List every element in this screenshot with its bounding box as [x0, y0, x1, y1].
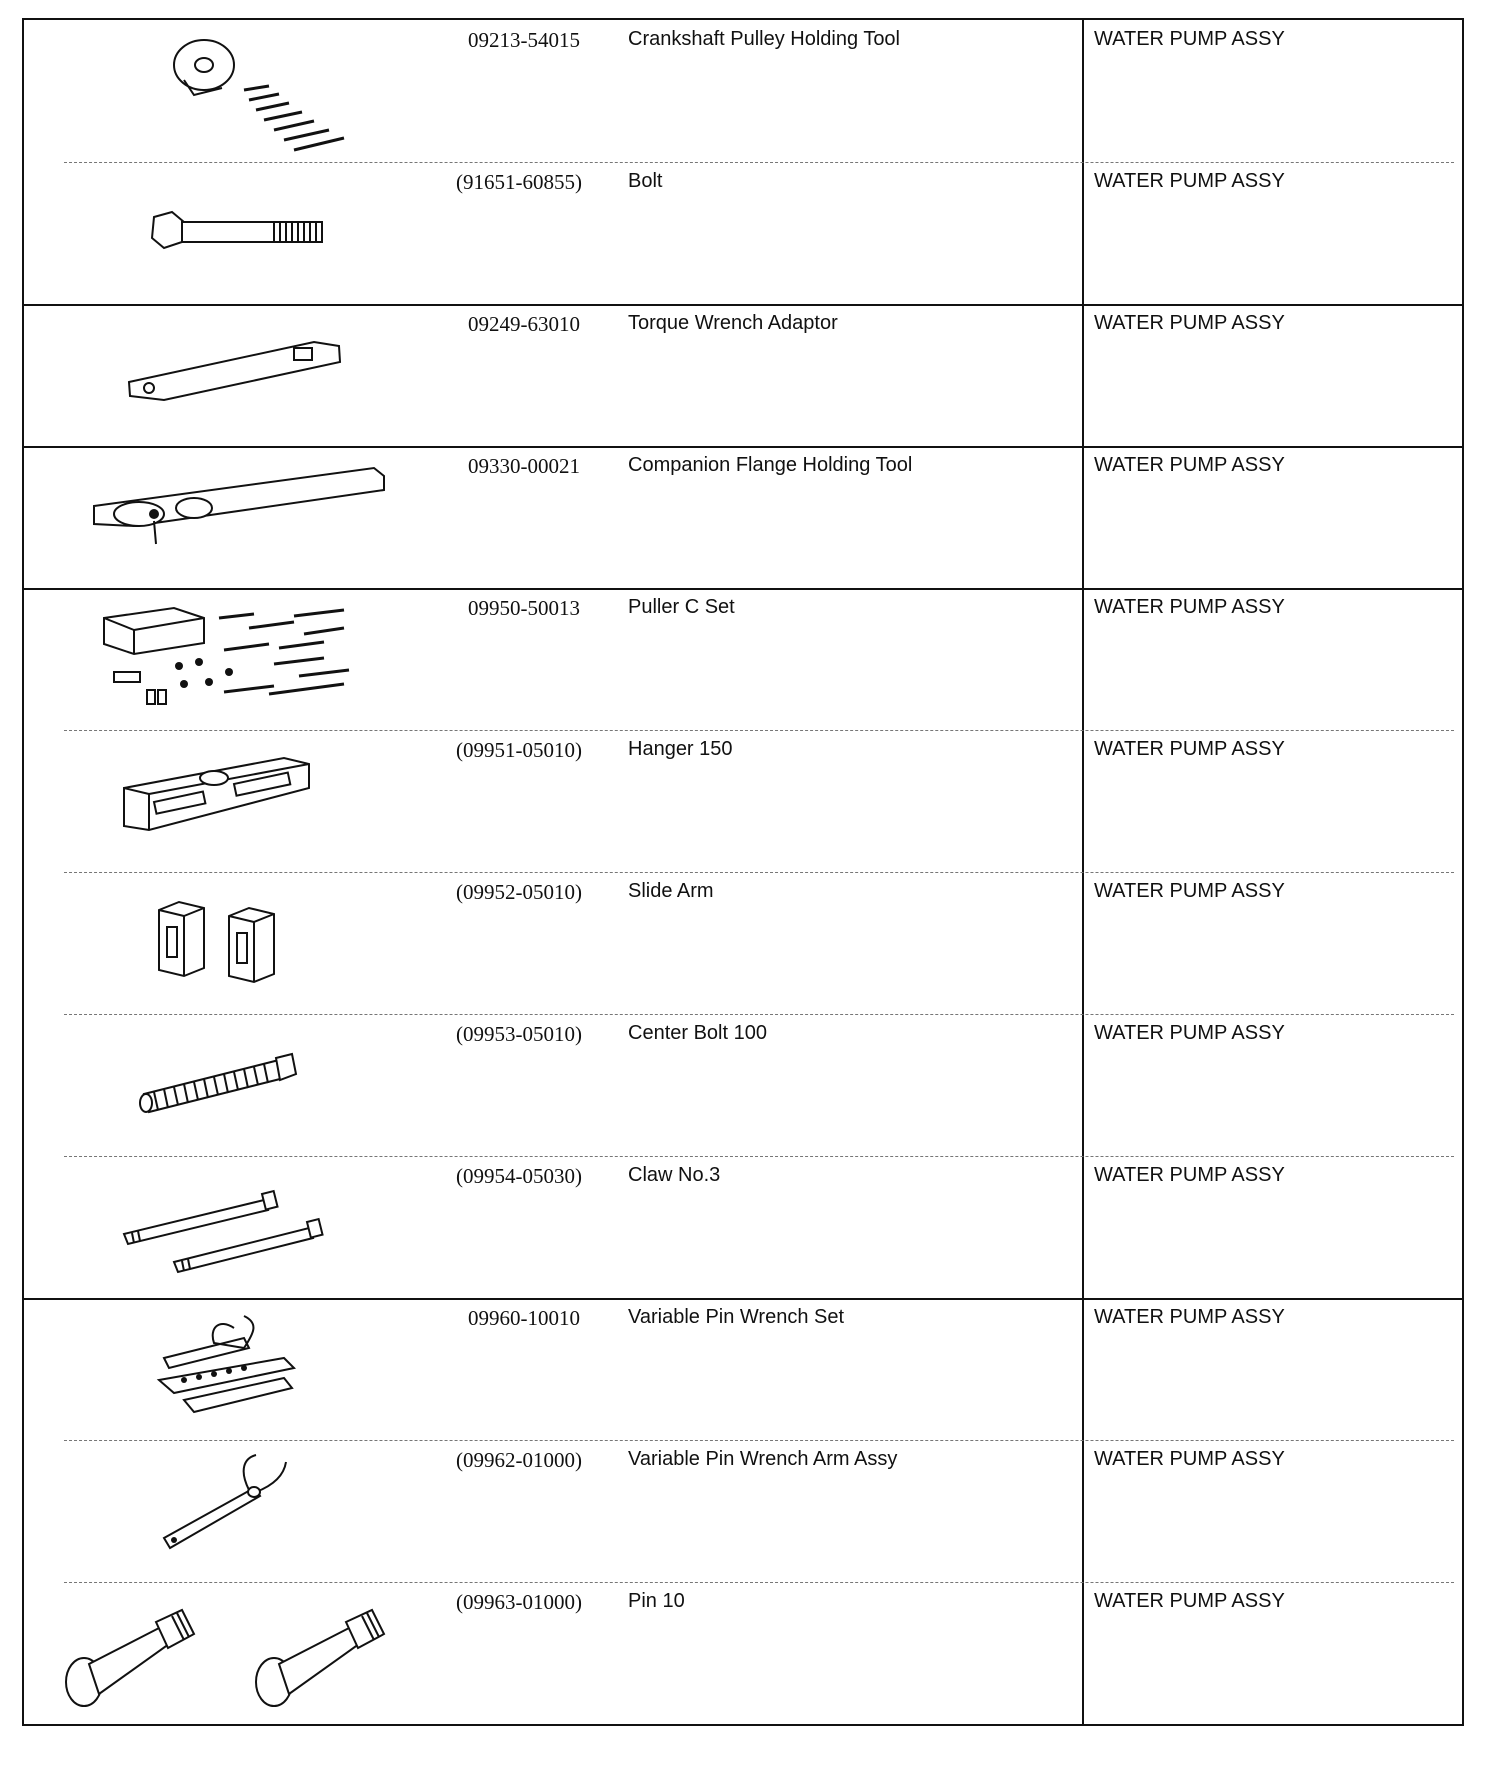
- usage-label: WATER PUMP ASSY: [1094, 880, 1285, 902]
- part-number: (09963-01000): [456, 1590, 582, 1614]
- tool-name: Slide Arm: [628, 880, 714, 902]
- tool-name: Crankshaft Pulley Holding Tool: [628, 28, 901, 50]
- variable-pin-wrench-set-icon: [44, 1298, 434, 1440]
- tool-row: [24, 1440, 1462, 1582]
- center-bolt-icon: [44, 1014, 434, 1156]
- torque-wrench-adaptor-icon: [44, 304, 434, 446]
- slide-arm-icon: [44, 872, 434, 1014]
- part-number: (09951-05010): [456, 738, 582, 762]
- bolt-icon: [44, 162, 434, 304]
- part-number: (09952-05010): [456, 880, 582, 904]
- usage-label: WATER PUMP ASSY: [1094, 28, 1285, 50]
- pin-icon: [44, 1582, 434, 1724]
- tool-row: [24, 1014, 1462, 1156]
- tool-name: Puller C Set: [628, 596, 735, 618]
- usage-label: WATER PUMP ASSY: [1094, 1164, 1285, 1186]
- usage-label: WATER PUMP ASSY: [1094, 1590, 1285, 1612]
- claw-icon: [44, 1156, 434, 1298]
- part-number: (09962-01000): [456, 1448, 582, 1472]
- part-number: 09330-00021: [468, 454, 580, 478]
- tool-row: [24, 730, 1462, 872]
- pin-wrench-arm-icon: [44, 1440, 434, 1582]
- usage-label: WATER PUMP ASSY: [1094, 596, 1285, 618]
- tool-name: Pin 10: [628, 1590, 685, 1612]
- tool-row: [24, 872, 1462, 1014]
- usage-label: WATER PUMP ASSY: [1094, 1022, 1285, 1044]
- usage-label: WATER PUMP ASSY: [1094, 312, 1285, 334]
- part-number: (09953-05010): [456, 1022, 582, 1046]
- tool-row: [24, 446, 1462, 588]
- tool-name: Bolt: [628, 170, 663, 192]
- part-number: 09213-54015: [468, 28, 580, 52]
- usage-label: WATER PUMP ASSY: [1094, 170, 1285, 192]
- tool-name: Variable Pin Wrench Set: [628, 1306, 845, 1328]
- tool-row: [24, 304, 1462, 446]
- tool-name: Variable Pin Wrench Arm Assy: [628, 1448, 898, 1470]
- usage-label: WATER PUMP ASSY: [1094, 738, 1285, 760]
- usage-label: WATER PUMP ASSY: [1094, 1448, 1285, 1470]
- tool-row: [24, 588, 1462, 730]
- tool-name: Center Bolt 100: [628, 1022, 767, 1044]
- companion-flange-holding-tool-icon: [44, 446, 434, 588]
- part-number: 09950-50013: [468, 596, 580, 620]
- tool-row: [24, 20, 1462, 162]
- crankshaft-pulley-holding-tool-icon: [44, 20, 434, 162]
- tool-row: [24, 1582, 1462, 1724]
- puller-c-set-icon: [44, 588, 434, 730]
- part-number: (09954-05030): [456, 1164, 582, 1188]
- hanger-icon: [44, 730, 434, 872]
- part-number: (91651-60855): [456, 170, 582, 194]
- usage-label: WATER PUMP ASSY: [1094, 1306, 1285, 1328]
- tool-row: [24, 1298, 1462, 1440]
- tool-name: Torque Wrench Adaptor: [628, 312, 838, 334]
- special-service-tools-table: [22, 18, 1464, 1726]
- tool-row: [24, 162, 1462, 304]
- part-number: 09249-63010: [468, 312, 580, 336]
- part-number: 09960-10010: [468, 1306, 580, 1330]
- tool-name: Claw No.3: [628, 1164, 721, 1186]
- tool-row: [24, 1156, 1462, 1298]
- usage-label: WATER PUMP ASSY: [1094, 454, 1285, 476]
- tool-name: Hanger 150: [628, 738, 733, 760]
- tool-name: Companion Flange Holding Tool: [628, 454, 913, 476]
